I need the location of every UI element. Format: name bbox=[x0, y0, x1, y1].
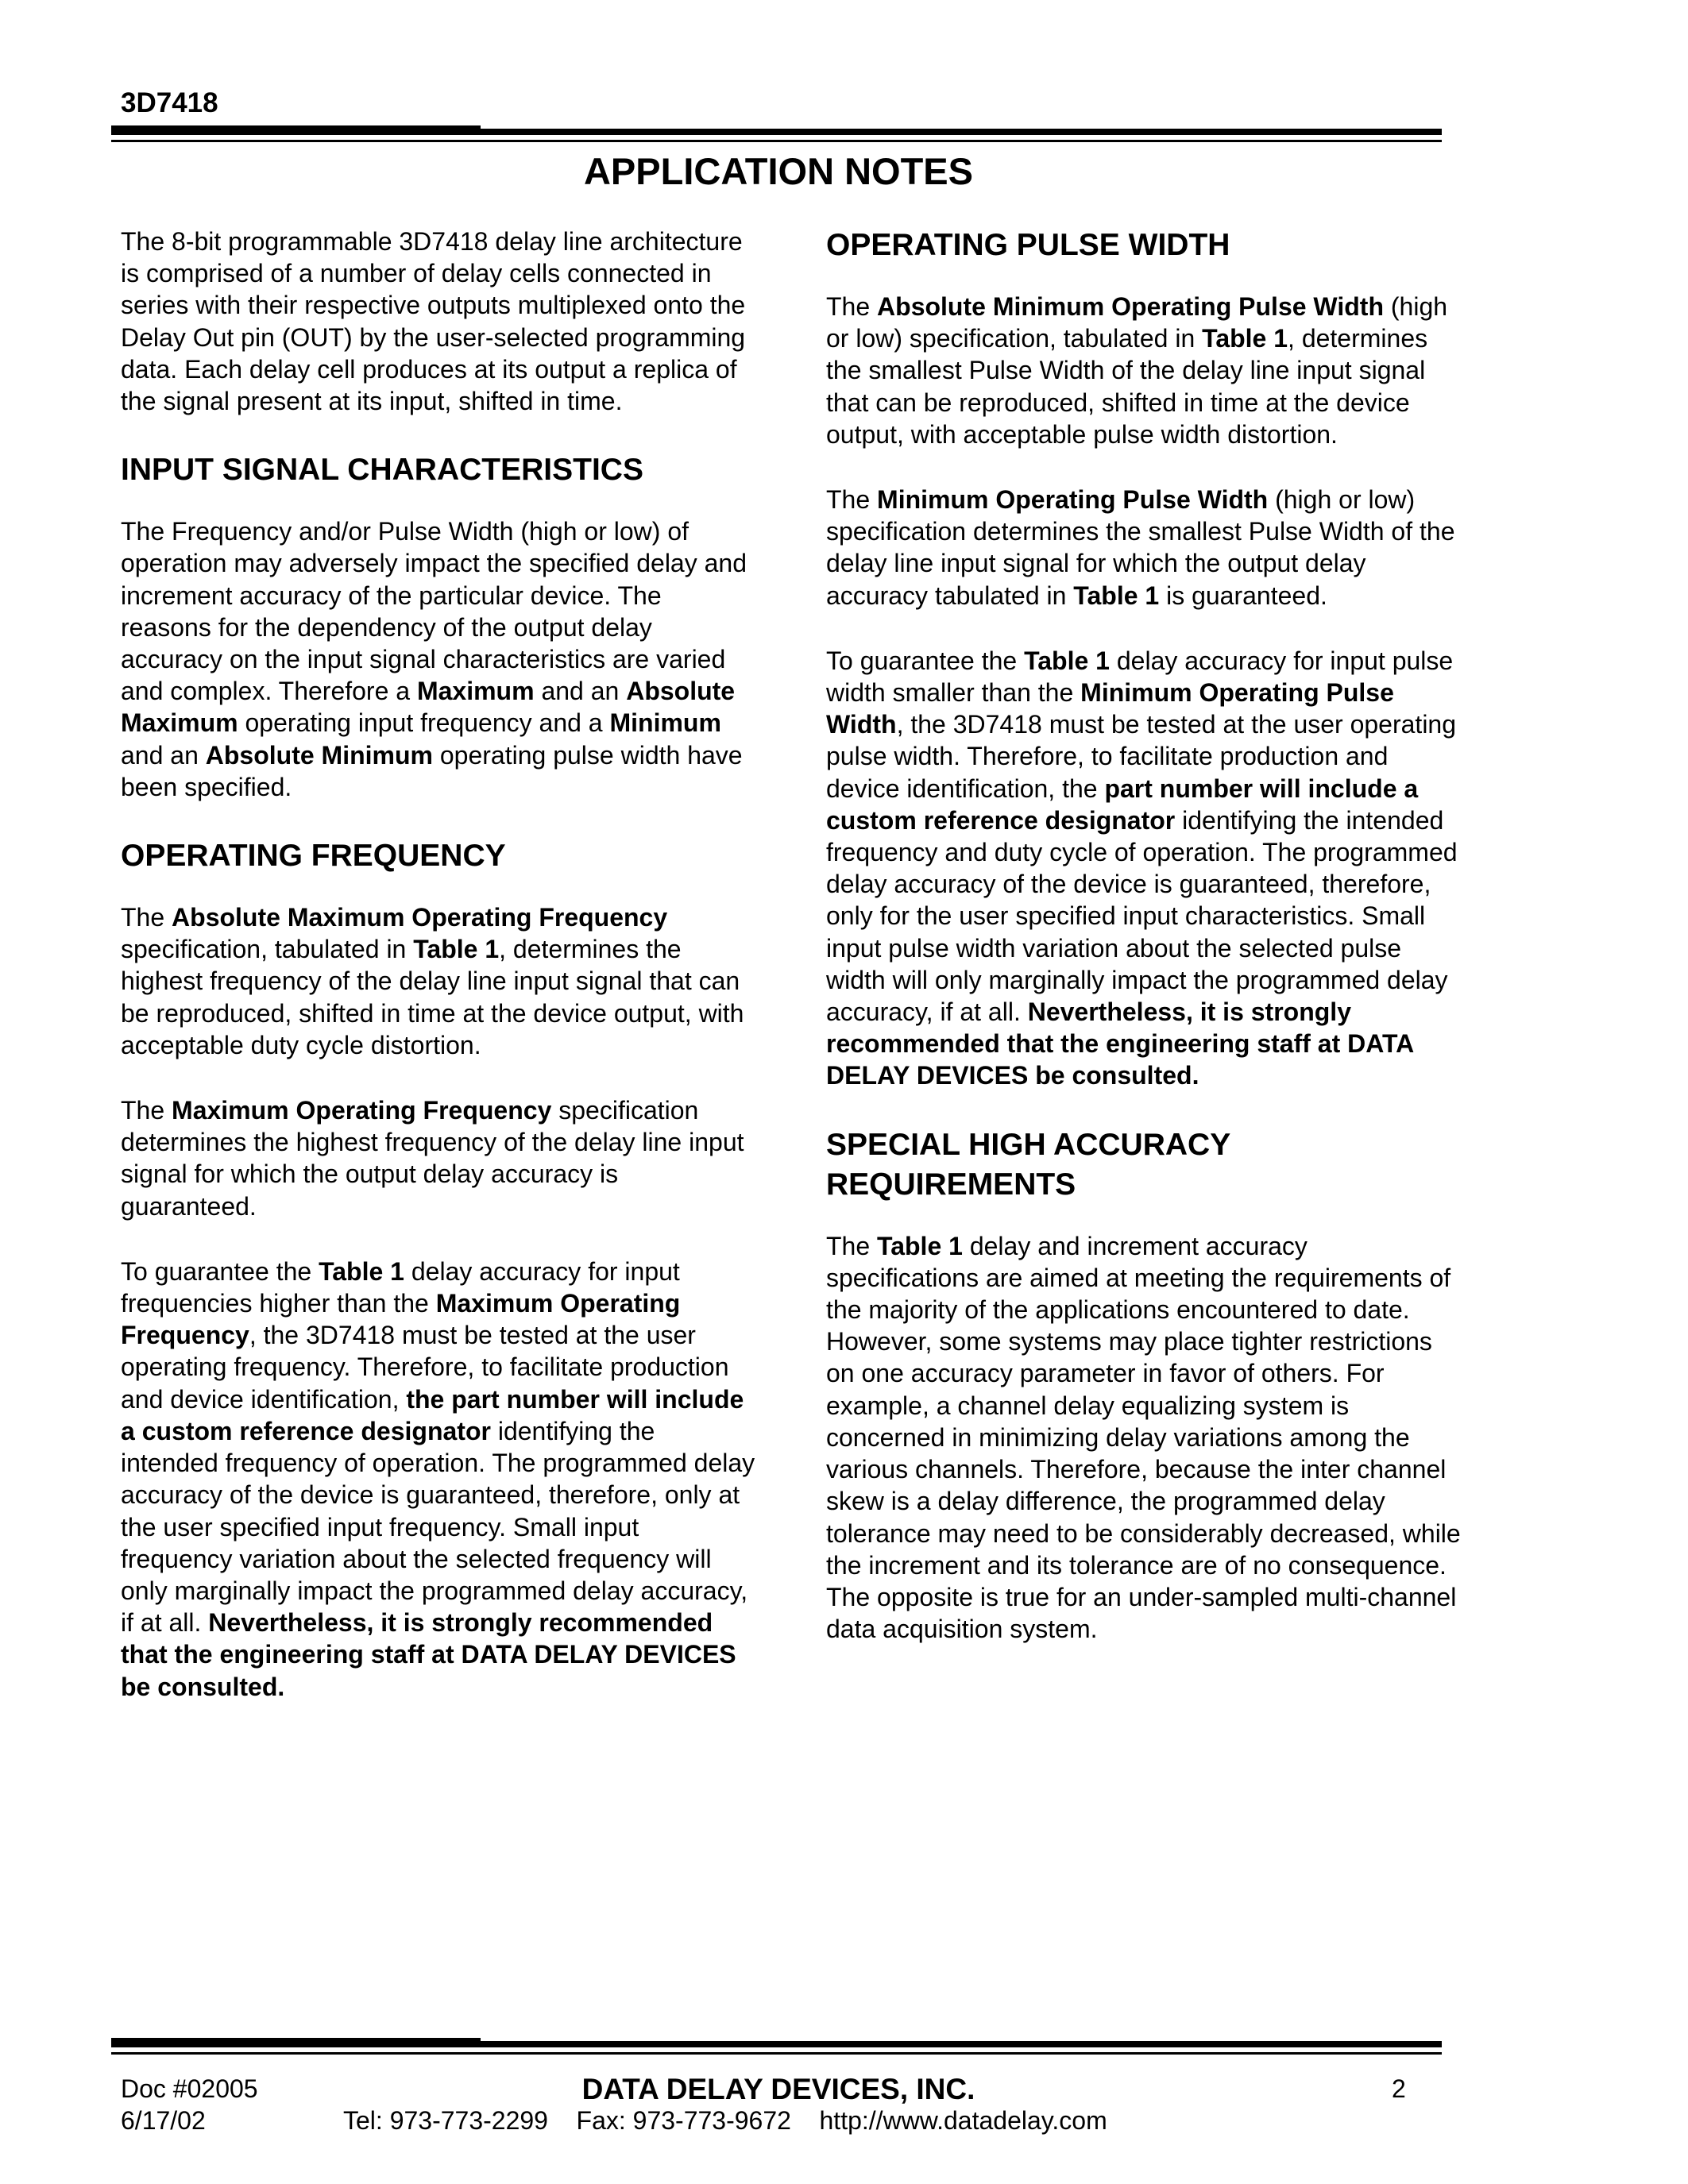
intro-paragraph: The 8-bit programmable 3D7418 delay line architecture is comprised of a number of delay cells connected in series with their respective outputs multiplexed onto the Delay Out pin (OUT) by the user-selected programming data. Each delay cell produces at its output a replica of the signal present at its input, shifted in time. bbox=[121, 227, 746, 416]
operating-frequency-paragraph-1: The Absolute Maximum Operating Frequency specification, tabulated in Table 1, determines the highest frequency of the delay line input signal that can be reproduced, shifted in time at the device output, with acceptable duty cycle distortion. bbox=[121, 903, 744, 1059]
heading-input-signal: INPUT SIGNAL CHARACTERISTICS bbox=[121, 453, 643, 488]
left-column bbox=[121, 226, 756, 1736]
pulse-width-paragraph-3: To guarantee the Table 1 delay accuracy for input pulse width smaller than the Minimum Operating Pulse Width, the 3D7418 must be tested at the user operating pulse width. Therefore, to facilitate production and device identification, the part number will include a custom reference designator identifying the intended frequency and duty cycle of operation. The programmed delay accuracy of the device is guaranteed, therefore, only for the user specified input characteristics. Small input pulse width variation about the selected pulse width will only marginally impact the programmed delay accuracy, if at all. Nevertheless, it is strongly recommended that the engineering staff at DATA DELAY DEVICES be consulted. bbox=[826, 646, 1458, 1090]
pulse-width-paragraph-2: The Minimum Operating Pulse Width (high or low) specification determines the smallest Pulse Width of the delay line input signal for which the output delay accuracy tabulated in Table 1 is guaranteed. bbox=[826, 485, 1455, 610]
footer-rule-thin bbox=[111, 2052, 1442, 2055]
header-rule-thin bbox=[111, 140, 1442, 142]
footer-date: 6/17/02 bbox=[121, 2106, 206, 2135]
footer-doc-number: Doc #02005 bbox=[121, 2074, 258, 2103]
right-column bbox=[826, 226, 1462, 1678]
operating-frequency-paragraph-2: The Maximum Operating Frequency specification determines the highest frequency of the delay line input signal for which the output delay accuracy is guaranteed. bbox=[121, 1096, 744, 1221]
header-rule-thick bbox=[111, 129, 1442, 135]
footer-rule-thick bbox=[111, 2041, 1442, 2047]
part-number: 3D7418 bbox=[121, 87, 218, 118]
footer-contact: Tel: 973-773-2299 Fax: 973-773-9672 http://www.datadelay.com bbox=[343, 2106, 1107, 2135]
heading-special-accuracy: SPECIAL HIGH ACCURACY REQUIREMENTS bbox=[826, 1127, 1230, 1202]
special-accuracy-paragraph: The Table 1 delay and increment accuracy specifications are aimed at meeting the requirements of the majority of the applications encountered to date. However, some systems may place tighter restrictions on one accuracy parameter in favor of others. For example, a channel delay equalizing system is concerned in minimizing delay variations among the various channels. Therefore, because the inter channel skew is a delay difference, the programmed delay tolerance may need to be considerably decreased, while the increment and its tolerance are of no consequence. The opposite is true for an under-sampled multi-channel data acquisition system. bbox=[826, 1231, 1461, 1644]
footer-page-number: 2 bbox=[1392, 2074, 1406, 2103]
input-signal-paragraph: The Frequency and/or Pulse Width (high or low) of operation may adversely impact the specified delay and increment accuracy of the particular device. The reasons for the dependency of the output delay accuracy on the input signal characteristics are varied and complex. Therefore a Maximum and an Absolute Maximum operating input frequency and a Minimum and an Absolute Minimum operating pulse width have been specified. bbox=[121, 517, 747, 801]
heading-operating-frequency: OPERATING FREQUENCY bbox=[121, 839, 506, 874]
footer-company: DATA DELAY DEVICES, INC. bbox=[581, 2073, 975, 2105]
pulse-width-paragraph-1: The Absolute Minimum Operating Pulse Width (high or low) specification, tabulated in Table 1, determines the smallest Pulse Width of the delay line input signal that can be reproduced, shifted in time at the device output, with acceptable pulse width distortion. bbox=[826, 292, 1448, 449]
heading-operating-pulse-width: OPERATING PULSE WIDTH bbox=[826, 228, 1230, 262]
operating-frequency-paragraph-3: To guarantee the Table 1 delay accuracy for input frequencies higher than the Maximum Operating Frequency, the 3D7418 must be tested at the user operating frequency. Therefore, to facilitate production and device identification, the part number will include a custom reference designator identifying the intended frequency of operation. The programmed delay accuracy of the device is guaranteed, therefore, only at the user specified input frequency. Small input frequency variation about the selected frequency will only marginally impact the programmed delay accuracy, if at all. Nevertheless, it is strongly recommended that the engineering staff at DATA DELAY DEVICES be consulted. bbox=[121, 1256, 755, 1701]
page-title: APPLICATION NOTES bbox=[583, 150, 974, 192]
